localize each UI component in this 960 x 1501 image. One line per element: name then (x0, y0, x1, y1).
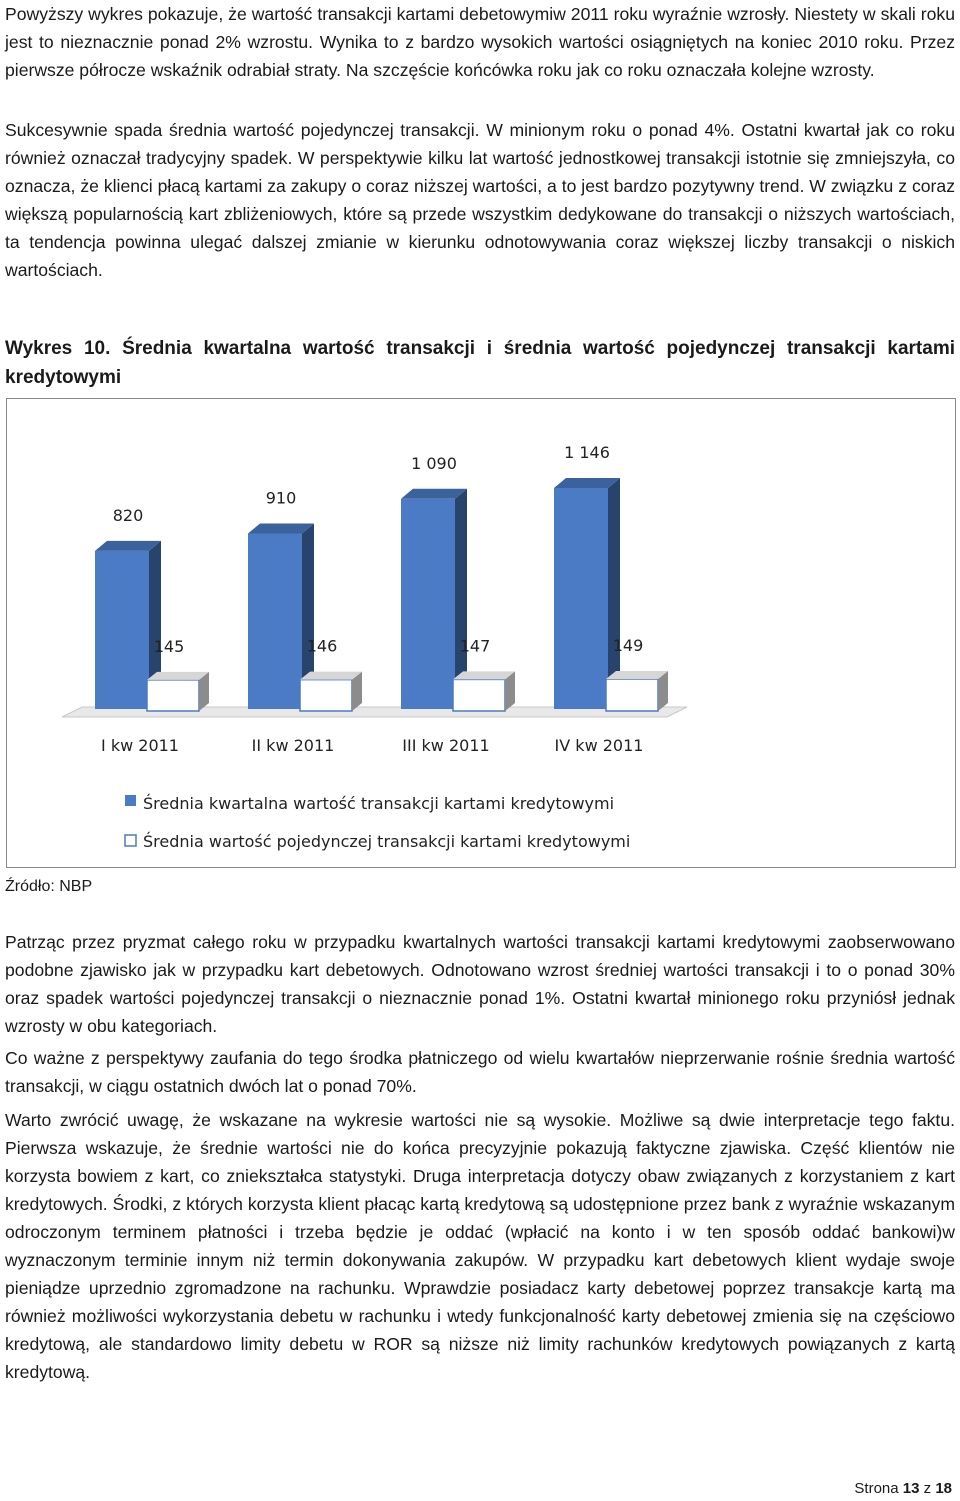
data-label-series-2-4: 149 (612, 636, 644, 655)
data-label-series-2-3: 147 (459, 636, 491, 656)
chart-frame (6, 398, 956, 868)
intro-paragraph-2: Sukcesywnie spada średnia wartość pojedynczej transakcji. W minionym roku o ponad 4%. Ostatni kwartał jak co roku również oznaczał tradycyjny spadek. W perspektywie kilku lat wartość jednostkowej transakcji istotnie się zmniejszyła, co oznacza, że klienci płacą kartami za zakupy o coraz niższej wartości, a to jest bardzo pozytywny trend. W związku z coraz większą popularnością kart zbliżeniowych, które są przede wszystkim dedykowane do transakcji o niższych wartościach, ta tendencja powinna ulegać dalszej zmianie w kierunku odnotowywania coraz większej liczby transakcji o niskich wartościach. (5, 120, 955, 280)
outro-paragraph-3: Warto zwrócić uwagę, że wskazane na wykresie wartości nie są wysokie. Możliwe są dwie interpretacje tego faktu. Pierwsza wskazuje, że średnie wartości nie do końca precyzyjnie pokazują faktyczne zjawiska. Część klientów nie korzysta bowiem z kart, co zniekształca statystyki. Druga interpretacja dotyczy obaw związanych z korzystaniem z kart kredytowych. Środki, z których korzysta klient płacąc kartą kredytową są udostępnione przez bank z wyraźnie wskazanym odroczonym terminem płatności i trzeba będzie je oddać (wpłacić na konto i w ten sposób oddać bankowi)w wyznaczonym terminie innym niż termin dokonywania zakupów. W przypadku kart debetowych klient wydaje swoje pieniądze uprzednio zgromadzone na rachunku. Wprawdzie posiadacz karty debetowej poprzez transakcje kartą ma również możliwości wykorzystania debetu w rachunku i wtedy funkcjonalność karty debetowej zmienia się na częściowo kredytową, ale standardowo limity debetu w ROR są niższe niż limity rachunków kredytowych powiązanych z kartą kredytową. (5, 1110, 955, 1382)
data-label-series-2-1: 145 (153, 636, 185, 656)
data-label-series-1-1: 820 (112, 505, 144, 525)
bar-series-1-2-front (248, 534, 302, 709)
bar-series-2-2-top (300, 672, 362, 680)
bar-series-2-3-front (453, 679, 505, 711)
category-label-4: IV kw 2011 (554, 736, 644, 755)
data-label-series-1-2: 910 (265, 488, 297, 508)
bar-series-1-4-front (554, 488, 608, 709)
data-label-series-2-2: 146 (306, 636, 338, 656)
legend-label-series-2: Średnia wartość pojedynczej transakcji kartami kredytowymi (143, 832, 631, 851)
category-label-2: II kw 2011 (251, 736, 335, 755)
bar-series-2-4-front (606, 679, 658, 711)
bar-chart (7, 399, 955, 867)
legend-swatch-series-1 (125, 795, 136, 806)
category-label-3: III kw 2011 (402, 736, 490, 755)
bar-series-1-1-front (95, 551, 149, 709)
page-number-middle: z (919, 1480, 936, 1497)
bar-series-2-2-front (300, 680, 352, 711)
outro-paragraph-1: Patrząc przez pryzmat całego roku w przypadku kwartalnych wartości transakcji kartami kredytowymi zaobserwowano podobne zjawisko jak w przypadku kart debetowych. Odnotowano wzrost średniej wartości transakcji i to o ponad 30% oraz spadek wartości pojedynczej transakcji o nieznacznie ponad 1%. Ostatni kwartał minionego roku przyniósł jednak wzrosty w obu kategoriach. (5, 932, 955, 1036)
bar-series-2-4-top (606, 671, 668, 679)
outro-paragraph-2: Co ważne z perspektywy zaufania do tego środka płatniczego od wielu kwartałów nieprzerwanie rośnie średnia wartość transakcji, w ciągu ostatnich dwóch lat o ponad 70%. (5, 1048, 955, 1096)
page-number-total: 18 (935, 1480, 952, 1497)
page-number-prefix: Strona (854, 1480, 903, 1497)
data-label-series-1-4: 1 146 (564, 443, 610, 462)
bar-series-2-3-top (453, 671, 515, 679)
legend-label-series-1: Średnia kwartalna wartość transakcji kartami kredytowymi (143, 794, 615, 813)
page-number-current: 13 (902, 1480, 920, 1497)
figure-caption: Wykres 10. Średnia kwartalna wartość transakcji i średnia wartość pojedynczej transakcji kartami kredytowymi (5, 338, 955, 388)
bar-series-1-3-front (401, 499, 455, 709)
data-label-series-1-3: 1 090 (411, 453, 457, 473)
source-note: Źródło: NBP (5, 878, 93, 895)
bar-series-2-1-top (147, 672, 209, 680)
intro-paragraph-1: Powyższy wykres pokazuje, że wartość transakcji kartami debetowymiw 2011 roku wyraźnie wzrosły. Niestety w skali roku jest to nieznacznie ponad 2% wzrostu. Wynika to z bardzo wysokich wartości osiągniętych na koniec 2010 roku. Przez pierwsze półrocze wskaźnik odrabiał straty. Na szczęście końcówka roku jak co roku oznaczała kolejne wzrosty. (5, 4, 955, 80)
category-label-1: I kw 2011 (101, 736, 179, 755)
bar-series-2-1-front (147, 680, 199, 711)
page-number (854, 1480, 952, 1497)
legend-swatch-series-2 (125, 835, 136, 846)
